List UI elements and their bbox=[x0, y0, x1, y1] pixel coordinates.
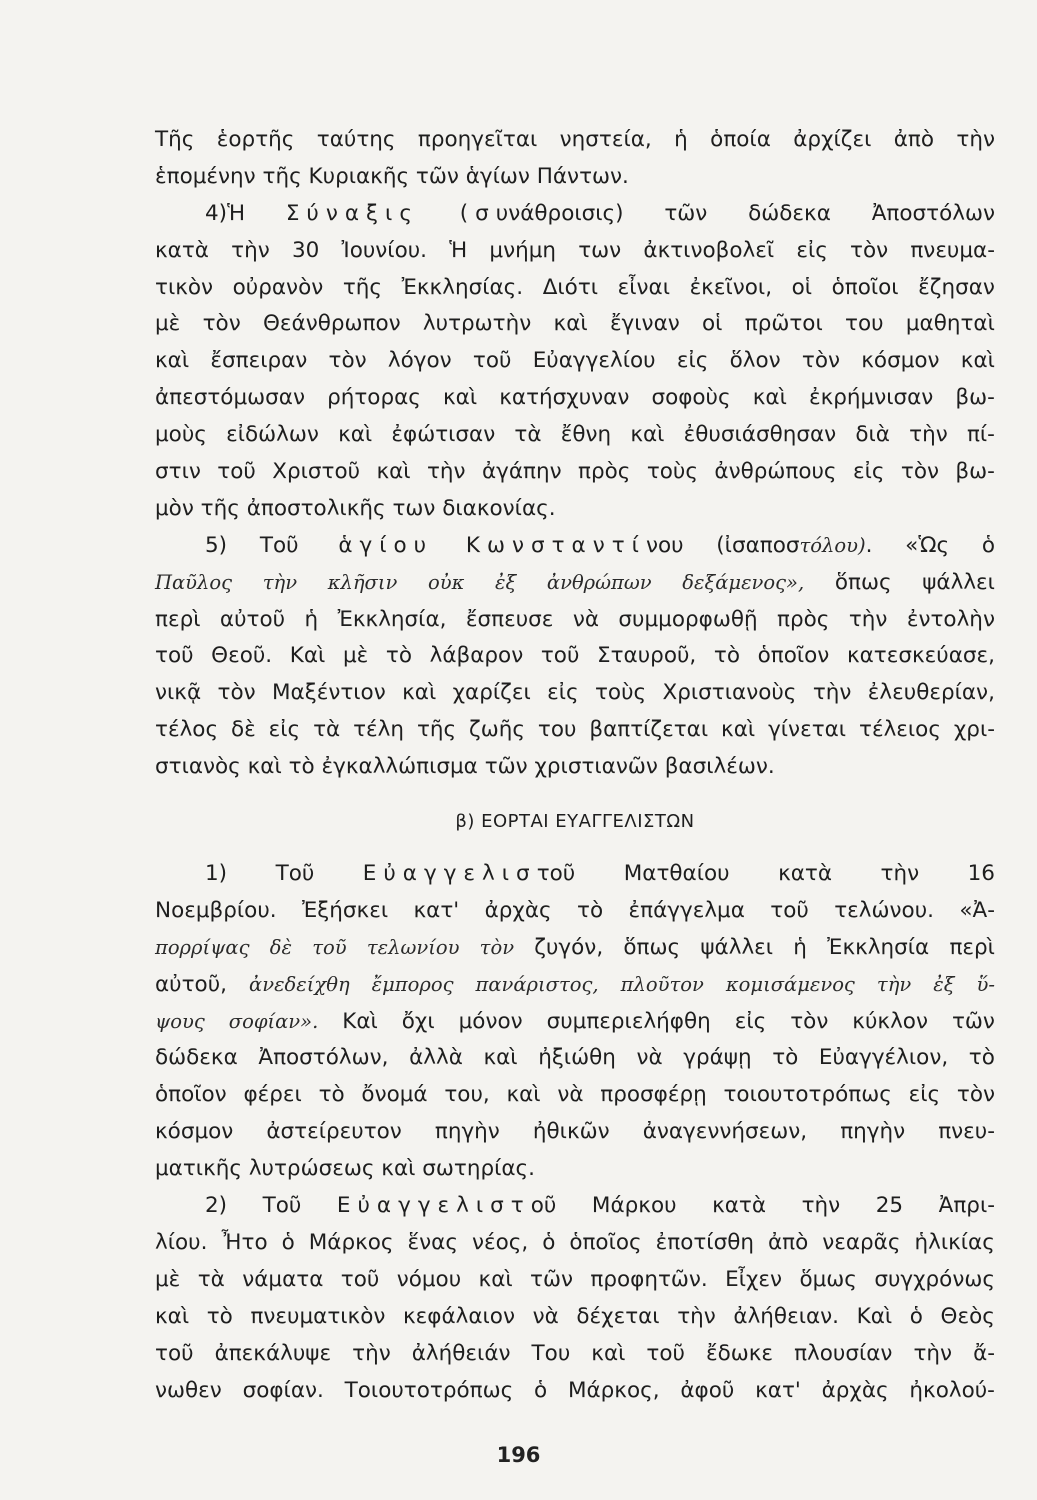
text-line: ἀπεστόμωσαν ρήτορας καὶ κατήσχυναν σοφοὺς καὶ ἐκρήμνισαν βω- bbox=[155, 385, 995, 411]
text-line: ματικῆς λυτρώσεως καὶ σωτηρίας. bbox=[155, 1156, 535, 1182]
text-line: πορρίψας δὲ τοῦ τελωνίου τὸν ζυγόν, ὅπως ψάλλει ἡ Ἐκκλησία περὶ bbox=[155, 934, 995, 960]
text-line: 1) Τοῦ Εὐαγγελιστοῦ Ματθαίου κατὰ τὴν 16 bbox=[205, 861, 995, 887]
text-line: τοῦ ἀπεκάλυψε τὴν ἀλήθειάν Του καὶ τοῦ ἔδωκε πλουσίαν τὴν ἄ- bbox=[155, 1340, 995, 1366]
text-line: στιν τοῦ Χριστοῦ καὶ τὴν ἀγάπην πρὸς τοὺς ἀνθρώπους εἰς τὸν βω- bbox=[155, 459, 995, 485]
text-line: 2) Τοῦ Εὐαγγελιστοῦ Μάρκου κατὰ τὴν 25 Ἀπρι- bbox=[205, 1193, 995, 1219]
body-text bbox=[155, 122, 995, 1409]
text-line: Νοεμβρίου. Ἐξήσκει κατ' ἀρχὰς τὸ ἐπάγγελμα τοῦ τελώνου. «Ἀ- bbox=[155, 897, 995, 923]
text-line: τέλος δὲ εἰς τὰ τέλη τῆς ζωῆς του βαπτίζεται καὶ γίνεται τέλειος χρι- bbox=[155, 717, 995, 743]
text-line: λίου. Ἦτο ὁ Μάρκος ἕνας νέος, ὁ ὁποῖος ἐποτίσθη ἀπὸ νεαρᾶς ἡλικίας bbox=[155, 1229, 995, 1255]
text-line: δώδεκα Ἀποστόλων, ἀλλὰ καὶ ἠξιώθη νὰ γράψῃ τὸ Εὐαγγέλιον, τὸ bbox=[155, 1045, 995, 1071]
text-line: τικὸν οὐρανὸν τῆς Ἐκκλησίας. Διότι εἶναι ἐκεῖνοι, οἱ ὁποῖοι ἔζησαν bbox=[155, 274, 995, 300]
text-line: τοῦ Θεοῦ. Καὶ μὲ τὸ λάβαρον τοῦ Σταυροῦ, τὸ ὁποῖον κατεσκεύασε, bbox=[155, 643, 995, 669]
text-line: 5) Τοῦ ἁγίου Κωνσταντίνου (ἰσαποστόλου). «Ὡς ὁ bbox=[205, 532, 995, 558]
text-line: καὶ τὸ πνευματικὸν κεφάλαιον νὰ δέχεται τὴν ἀλήθειαν. Καὶ ὁ Θεὸς bbox=[155, 1303, 995, 1329]
text-line: Τῆς ἑορτῆς ταύτης προηγεῖται νηστεία, ἡ ὁποία ἀρχίζει ἀπὸ τὴν bbox=[155, 127, 995, 152]
text-line: μὸν τῆς ἀποστολικῆς των διακονίας. bbox=[155, 495, 556, 521]
text-line: Παῦλος τὴν κλῆσιν οὐκ ἐξ ἀνθρώπων δεξάμενος», ὅπως ψάλλει bbox=[155, 569, 995, 595]
text-line: νικᾷ τὸν Μαξέντιον καὶ χαρίζει εἰς τοὺς Χριστιανοὺς τὴν ἐλευθερίαν, bbox=[155, 680, 995, 706]
text-line: κατὰ τὴν 30 Ἰουνίου. Ἡ μνήμη των ἀκτινοβολεῖ εἰς τὸν πνευμα- bbox=[155, 237, 995, 263]
text-line: αὐτοῦ, ἀνεδείχθη ἔμπορος πανάριστος, πλοῦτον κομισάμενος τὴν ἐξ ὕ- bbox=[155, 971, 995, 997]
text-line: κόσμον ἀστείρευτον πηγὴν ἠθικῶν ἀναγεννήσεων, πηγὴν πνευ- bbox=[155, 1119, 995, 1145]
text-line: νωθεν σοφίαν. Τοιουτοτρόπως ὁ Μάρκος, ἀφοῦ κατ' ἀρχὰς ἠκολού- bbox=[155, 1377, 995, 1403]
text-line: ὁποῖον φέρει τὸ ὄνομά του, καὶ νὰ προσφέρῃ τοιουτοτρόπως εἰς τὸν bbox=[155, 1082, 995, 1108]
text-line: ἑπομένην τῆς Κυριακῆς τῶν ἁγίων Πάντων. bbox=[155, 163, 629, 189]
text-line: περὶ αὐτοῦ ἡ Ἐκκλησία, ἔσπευσε νὰ συμμορφωθῇ πρὸς τὴν ἐντολὴν bbox=[155, 606, 995, 632]
text-line: 4)Ἡ Σύναξις (συνάθροισις) τῶν δώδεκα Ἀποστόλων bbox=[205, 200, 995, 226]
text-line: μὲ τὸν Θεάνθρωπον λυτρωτὴν καὶ ἔγιναν οἱ πρῶτοι του μαθηταὶ bbox=[155, 311, 995, 337]
text-line: ψους σοφίαν». Καὶ ὄχι μόνον συμπεριελήφθη εἰς τὸν κύκλον τῶν bbox=[155, 1008, 995, 1034]
text-line: στιανὸς καὶ τὸ ἐγκαλλώπισμα τῶν χριστιανῶν βασιλέων. bbox=[155, 754, 775, 780]
section-heading: β) ΕΟΡΤΑΙ ΕΥΑΓΓΕΛΙΣΤΩΝ bbox=[455, 811, 695, 833]
text-line: μὲ τὰ νάματα τοῦ νόμου καὶ τῶν προφητῶν. Εἶχεν ὅμως συγχρόνως bbox=[155, 1266, 995, 1292]
text-line: μοὺς εἰδώλων καὶ ἐφώτισαν τὰ ἔθνη καὶ ἐθυσιάσθησαν διὰ τὴν πί- bbox=[155, 422, 995, 448]
page-number: 196 bbox=[496, 1443, 541, 1467]
text-line: καὶ ἔσπειραν τὸν λόγον τοῦ Εὐαγγελίου εἰς ὅλον τὸν κόσμον καὶ bbox=[155, 348, 995, 374]
